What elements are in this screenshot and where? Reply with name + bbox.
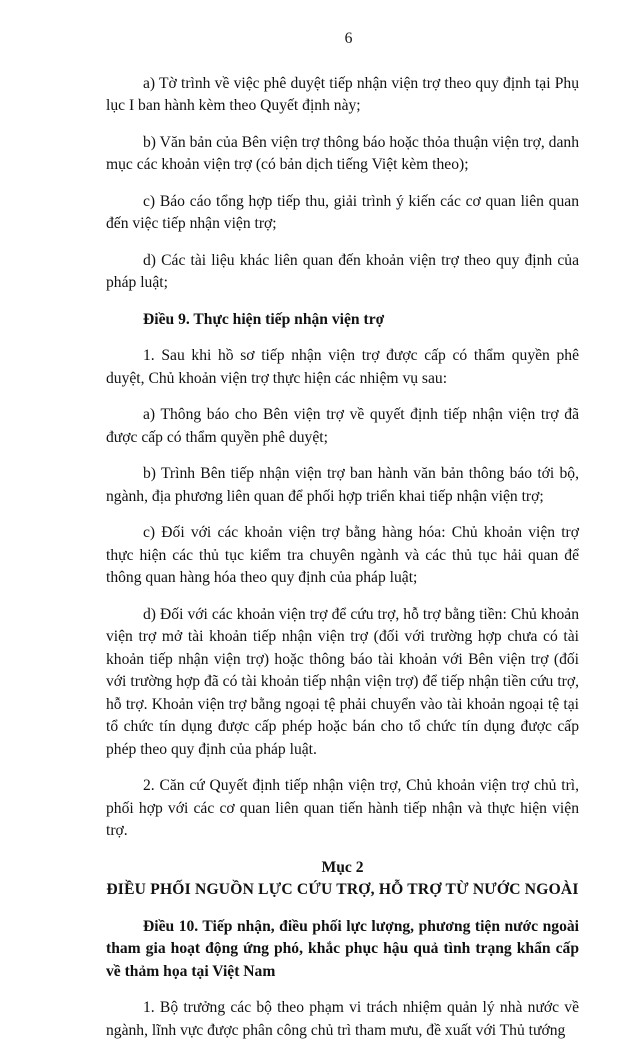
article-9-item-d: d) Đối với các khoản viện trợ để cứu trợ, hỗ trợ bằng tiền: Chủ khoản viện trợ mở tài khoản tiếp nhận viện trợ (đối với trường hợp chưa có tài khoản tiếp nhận viện trợ) hoặc thông báo tài khoản với Bên viện trợ (đối với trường hợp đã có tài khoản tiếp nhận viện trợ) để tiếp nhận tiền cứu trợ, hỗ trợ. Khoản viện trợ bằng ngoại tệ phải chuyển vào tài khoản ngoại tệ tại tổ chức tín dụng được cấp phép hoặc bán cho tổ chức tín dụng được cấp phép theo quy định của pháp luật. bbox=[106, 605, 579, 758]
section-label: Mục 2 bbox=[321, 858, 364, 876]
article-10-title: Điều 10. Tiếp nhận, điều phối lực lượng, phương tiện nước ngoài tham gia hoạt động ứng phó, khắc phục hậu quả tình trạng khẩn cấp về thảm họa tại Việt Nam bbox=[106, 917, 579, 980]
list-item-d: d) Các tài liệu khác liên quan đến khoản viện trợ theo quy định của pháp luật; bbox=[106, 251, 579, 291]
list-item-c: c) Báo cáo tổng hợp tiếp thu, giải trình ý kiến các cơ quan liên quan đến việc tiếp nhận viện trợ; bbox=[106, 192, 579, 232]
list-item-a: a) Tờ trình về việc phê duyệt tiếp nhận viện trợ theo quy định tại Phụ lục I ban hành kèm theo Quyết định này; bbox=[106, 74, 579, 114]
page-number: 6 bbox=[344, 30, 353, 47]
article-9-clause-2: 2. Căn cứ Quyết định tiếp nhận viện trợ, Chủ khoản viện trợ chủ trì, phối hợp với các cơ quan liên quan tiến hành tiếp nhận và thực hiện viện trợ. bbox=[106, 777, 579, 839]
article-9-item-b: b) Trình Bên tiếp nhận viện trợ ban hành văn bản thông báo tới bộ, ngành, địa phương liên quan để phối hợp triển khai tiếp nhận viện trợ; bbox=[106, 465, 579, 505]
section-heading bbox=[106, 857, 579, 902]
article-9-item-c: c) Đối với các khoản viện trợ bằng hàng hóa: Chủ khoản viện trợ thực hiện các thủ tục kiểm tra chuyên ngành và các thủ tục hải quan để thông quan hàng hóa theo quy định của pháp luật; bbox=[106, 524, 579, 586]
article-9-clause-1: 1. Sau khi hồ sơ tiếp nhận viện trợ được cấp có thẩm quyền phê duyệt, Chủ khoản viện trợ thực hiện các nhiệm vụ sau: bbox=[106, 347, 579, 387]
article-9-item-a: a) Thông báo cho Bên viện trợ về quyết định tiếp nhận viện trợ đã được cấp có thẩm quyền phê duyệt; bbox=[106, 406, 579, 446]
article-10-clause-1: 1. Bộ trưởng các bộ theo phạm vi trách nhiệm quản lý nhà nước về ngành, lĩnh vực được phân công chủ trì tham mưu, đề xuất với Thủ tướng bbox=[106, 999, 579, 1039]
list-item-b: b) Văn bản của Bên viện trợ thông báo hoặc thỏa thuận viện trợ, danh mục các khoản viện trợ (có bản dịch tiếng Việt kèm theo); bbox=[106, 133, 579, 173]
article-9-title: Điều 9. Thực hiện tiếp nhận viện trợ bbox=[143, 310, 385, 328]
section-title: ĐIỀU PHỐI NGUỒN LỰC CỨU TRỢ, HỖ TRỢ TỪ NƯỚC NGOÀI bbox=[106, 881, 579, 898]
